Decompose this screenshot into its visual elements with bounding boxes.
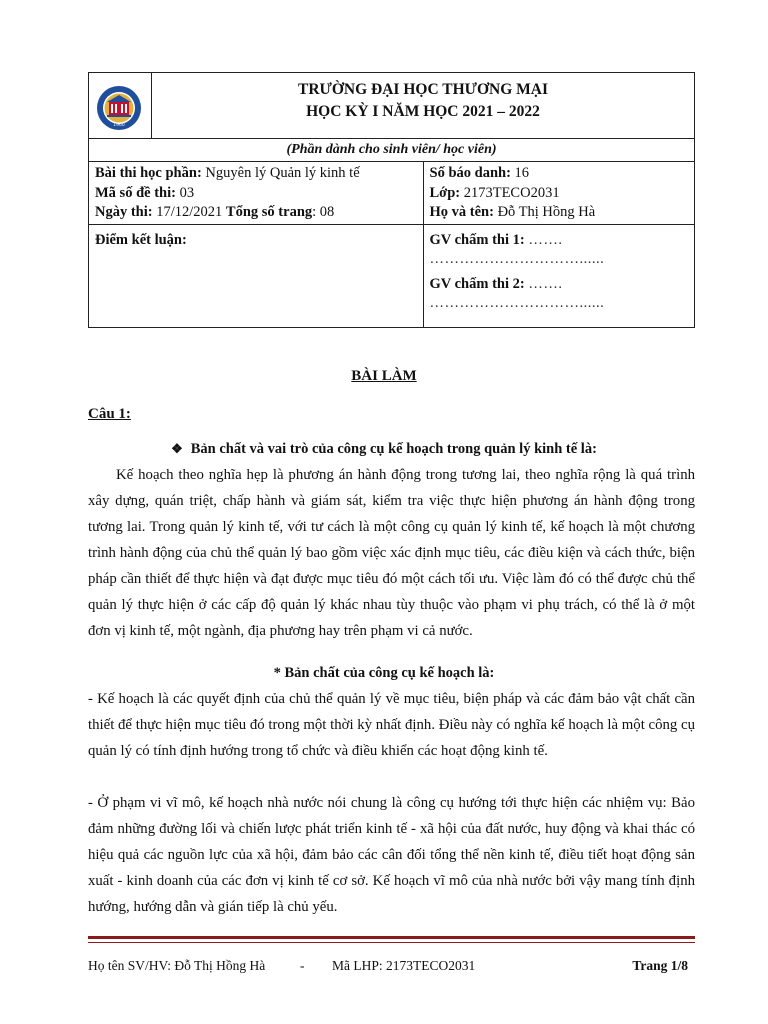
footer-rule-thin: [88, 942, 695, 943]
subheading: * Bản chất của công cụ kế hoạch là:: [273, 665, 495, 681]
exam-date-value: 17/12/2021: [156, 204, 223, 220]
grader1-label: GV chấm thi 1:: [429, 232, 525, 248]
class-value: 2173TECO2031: [463, 184, 560, 201]
section-heading-text: Bản chất và vai trò của công cụ kế hoạch trong quản lý kinh tế là:: [190, 441, 597, 457]
school-name: TRƯỜNG ĐẠI HỌC THƯƠNG MẠI: [297, 81, 548, 98]
total-pages-label: Tổng số trang: [225, 204, 313, 220]
question-label: Câu 1:: [88, 406, 131, 422]
class-label: Lớp:: [429, 184, 461, 201]
semester: HỌC KỲ I NĂM HỌC 2021 – 2022: [306, 103, 540, 120]
total-pages-value: : 08: [312, 204, 335, 220]
footer-page-number: Trang 1/8: [632, 958, 688, 973]
exam-code-value: 03: [179, 184, 195, 201]
grader2-dots: …….: [528, 276, 563, 292]
final-score-cell: [89, 225, 424, 328]
grader1-dots: …….: [528, 232, 563, 248]
school-header: [152, 73, 695, 139]
footer-rule-thick: [88, 936, 695, 939]
paragraph-1: Kế hoạch theo nghĩa hẹp là phương án hành động trong tương lai, theo nghĩa rộng là quá trình xây dựng, quán triệt, chấp hành và giám sát, kiểm tra việc thực hiện phương án hành động trong tương lai. Trong quản lý kinh tế, với tư cách là một công cụ quản lý kinh tế, kế hoạch là một chương trình hành động của chủ thể quản lý bao gồm việc xác định mục tiêu, các điều kiện và cách thức, biện pháp cần thiết để thực hiện và đạt được mục tiêu đó một cách tối ưu. Việc làm đó có thể được chủ thể quản lý thực hiện ở các cấp độ quản lý khác nhau tùy thuộc vào phạm vi phụ trách, có thể là ở một đơn vị kinh tế, một ngành, địa phương hay trên phạm vi cả nước.: [88, 467, 695, 639]
logo-year: 1960: [113, 123, 125, 128]
footer-student: Họ tên SV/HV: Đỗ Thị Hồng Hà: [88, 958, 266, 973]
grader2-label: GV chấm thi 2:: [429, 276, 525, 292]
final-score-label: Điểm kết luận:: [95, 232, 187, 248]
footer-class-code: Mã LHP: 2173TECO2031: [332, 958, 476, 973]
section-heading: [0, 441, 768, 458]
candidate-no-value: 16: [514, 165, 530, 181]
paragraph-2: - Kế hoạch là các quyết định của chủ thể quản lý về mục tiêu, biện pháp và các đảm bảo vật chất cần thiết để thực hiện mục tiêu đó trong một thời kỳ nhất định. Điều này có nghĩa kế hoạch là một công cụ quản lý có tính định hướng trong tổ chức và điều khiển các hoạt động kinh tế.: [88, 691, 695, 759]
fullname-label: Họ và tên:: [429, 204, 494, 220]
logo-cell: [89, 73, 152, 139]
fullname-value: Đỗ Thị Hồng Hà: [497, 204, 596, 220]
university-logo-icon: [96, 85, 142, 131]
exam-header-table: [88, 72, 695, 328]
candidate-no-label: Số báo danh:: [429, 165, 511, 181]
answer-title: BÀI LÀM: [351, 368, 417, 384]
diamond-bullet-icon: ❖: [171, 441, 183, 456]
grader2-dots-line: …………………………......: [429, 295, 605, 311]
candidate-info-cell: [423, 162, 695, 225]
exam-date-label: Ngày thi:: [95, 204, 153, 220]
exam-info-cell: [89, 162, 424, 225]
paragraph-3: - Ở phạm vi vĩ mô, kế hoạch nhà nước nói chung là công cụ hướng tới thực hiện các nhiệm vụ: Bảo đảm những đường lối và chiến lược phát triển kinh tế - xã hội của đất nước, huy động và khai thác có hiệu quả các nguồn lực của xã hội, đảm bảo các cân đối tổng thể nền kinh tế, điều tiết hoạt động sản xuất - kinh doanh của các đơn vị kinh tế cơ sở. Kế hoạch vĩ mô của nhà nước bởi vậy mang tính định hướng, hướng dẫn và gián tiếp là chủ yếu.: [88, 795, 695, 915]
graders-cell: [423, 225, 695, 328]
exam-code-label: Mã số đề thi:: [95, 184, 176, 201]
exam-subject-label: Bài thi học phần:: [95, 165, 202, 181]
student-section-note: (Phần dành cho sinh viên/ học viên): [89, 139, 695, 162]
exam-subject-value: Nguyên lý Quản lý kinh tế: [205, 165, 360, 181]
grader1-dots-line: …………………………......: [429, 251, 605, 267]
footer-separator: -: [300, 958, 305, 973]
